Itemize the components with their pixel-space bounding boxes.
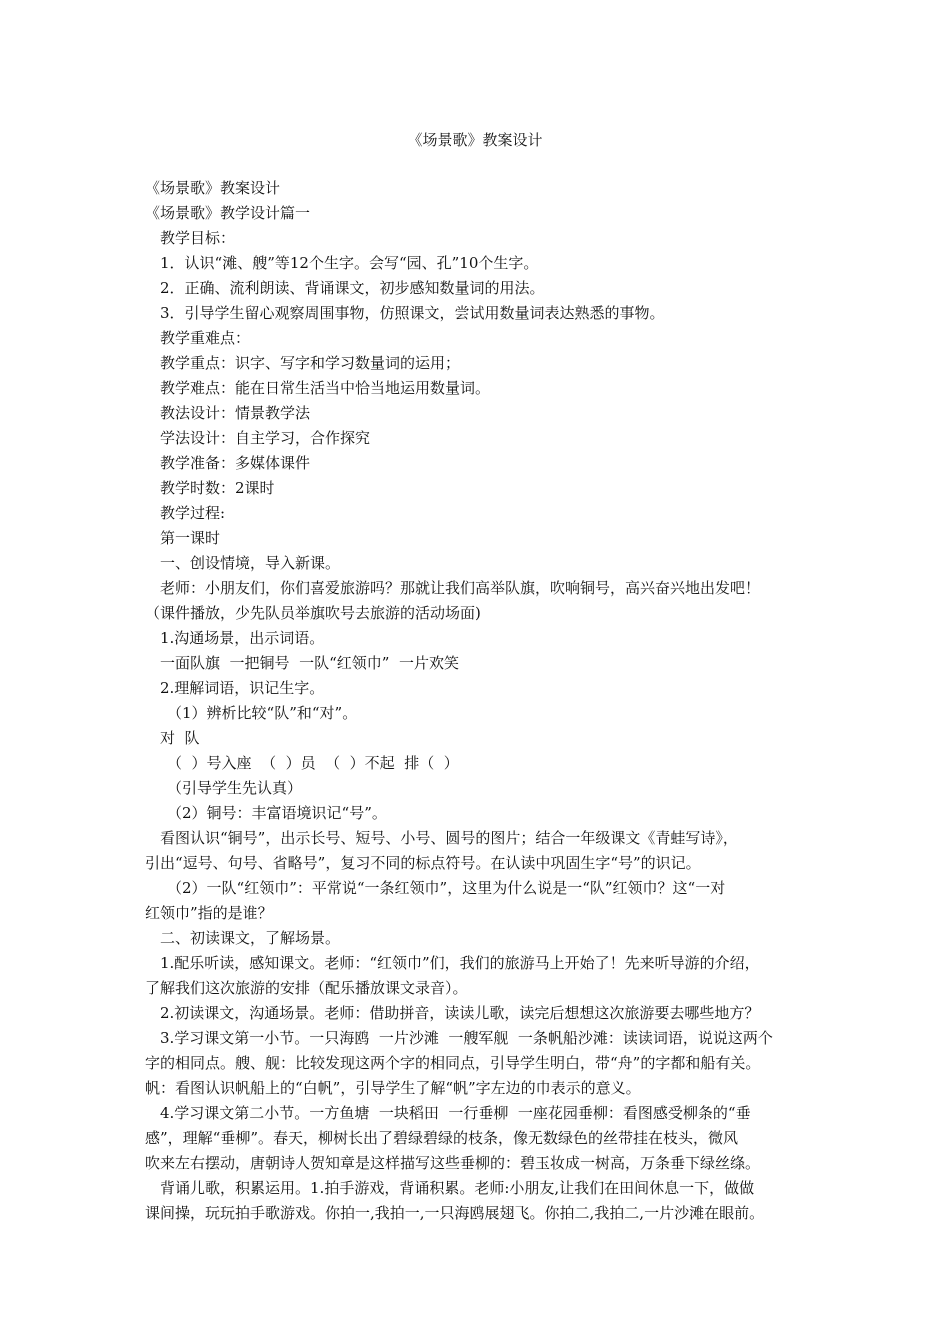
paragraph-line: 二、初读课文，了解场景。 [160, 929, 341, 947]
paragraph-line: 红领巾”指的是谁？ [145, 904, 273, 922]
paragraph-line: （1）辨析比较“队”和“对”。 [167, 704, 358, 722]
paragraph-line: 1．认识“滩、艘”等12个生字。会写“园、孔”10个生字。 [160, 254, 539, 272]
paragraph-line: 教学目标： [160, 229, 236, 247]
paragraph-line: 一面队旗 一把铜号 一队“红领巾” 一片欢笑 [160, 654, 459, 672]
paragraph-line: 字的相同点。艘、舰：比较发现这两个字的相同点，引导学生明白，带“舟”的字都和船有关。 [145, 1054, 761, 1072]
paragraph-line: 教学难点：能在日常生活当中恰当地运用数量词。 [160, 379, 491, 397]
paragraph-line: （2）一队“红领巾”：平常说“一条红领巾”，这里为什么说是一“队”红领巾？这“一对 [167, 879, 726, 897]
document-body [145, 176, 805, 1226]
paragraph-line: 看图认识“铜号”，出示长号、短号、小号、圆号的图片；结合一年级课文《青蛙写诗》， [160, 829, 738, 847]
paragraph-line: （ ）号入座 （ ）员 （ ）不起 排（ ） [167, 754, 459, 772]
paragraph-line: 课间操，玩玩拍手歌游戏。你拍一,我拍一,一只海鸥展翅飞。你拍二,我拍二,一片沙滩在眼前。 [145, 1204, 765, 1222]
paragraph-line: 1.沟通场景，出示词语。 [160, 629, 325, 647]
paragraph-line: 教学重点：识字、写字和学习数量词的运用； [160, 354, 461, 372]
paragraph-line: 帆：看图认识帆船上的“白帆”，引导学生了解“帆”字左边的巾表示的意义。 [145, 1079, 641, 1097]
paragraph-line: 教学重难点： [160, 329, 251, 347]
paragraph-line: 3.学习课文第一小节。一只海鸥 一片沙滩 一艘军舰 一条帆船沙滩：读读词语，说说这两个 [160, 1029, 773, 1047]
paragraph-line: 对 队 [160, 729, 200, 747]
paragraph-line: 了解我们这次旅游的安排（配乐播放课文录音）。 [145, 979, 468, 997]
paragraph-line: 2.理解词语，识记生字。 [160, 679, 325, 697]
page-title: 《场景歌》教案设计 [407, 131, 543, 149]
paragraph-line: 教学准备：多媒体课件 [160, 454, 311, 472]
paragraph-line: 《场景歌》教学设计篇一 [145, 204, 311, 222]
paragraph-line: 感”，理解“垂柳”。春天，柳树长出了碧绿碧绿的枝条，像无数绿色的丝带挂在枝头，微风 [145, 1129, 739, 1147]
paragraph-line: （引导学生先认真） [167, 779, 303, 797]
paragraph-line: 教法设计：情景教学法 [160, 404, 311, 422]
paragraph-line: 1.配乐听读，感知课文。老师：“红领巾”们，我们的旅游马上开始了！先来听导游的介绍， [160, 954, 760, 972]
paragraph-line: （课件播放，少先队员举旗吹号去旅游的活动场面) [145, 604, 481, 622]
paragraph-line: 学法设计：自主学习，合作探究 [160, 429, 371, 447]
paragraph-line: 背诵儿歌，积累运用。1.拍手游戏，背诵积累。老师:小朋友,让我们在田间休息一下，做做 [160, 1179, 755, 1197]
paragraph-line: 教学时数：2课时 [160, 479, 275, 497]
paragraph-line: 一、创设情境，导入新课。 [160, 554, 341, 572]
paragraph-line: 4.学习课文第二小节。一方鱼塘 一块稻田 一行垂柳 一座花园垂柳：看图感受柳条的“垂 [160, 1104, 751, 1122]
paragraph-line: 老师：小朋友们，你们喜爱旅游吗？那就让我们高举队旗，吹响铜号，高兴奋兴地出发吧！ [160, 579, 761, 597]
paragraph-line: 2.初读课文，沟通场景。老师：借助拼音，读读儿歌，读完后想想这次旅游要去哪些地方？ [160, 1004, 760, 1022]
paragraph-line: （2）铜号：丰富语境识记“号”。 [167, 804, 387, 822]
paragraph-line: 《场景歌》教案设计 [145, 179, 281, 197]
paragraph-line: 第一课时 [160, 529, 221, 547]
paragraph-line: 吹来左右摆动，唐朝诗人贺知章是这样描写这些垂柳的：碧玉妆成一树高，万条垂下绿丝绦。 [145, 1154, 761, 1172]
paragraph-line: 教学过程: [160, 504, 226, 522]
paragraph-line: 引出“逗号、句号、省略号”，复习不同的标点符号。在认读中巩固生字“号”的识记。 [145, 854, 701, 872]
paragraph-line: 2．正确、流利朗读、背诵课文，初步感知数量词的用法。 [160, 279, 545, 297]
paragraph-line: 3．引导学生留心观察周围事物，仿照课文，尝试用数量词表达熟悉的事物。 [160, 304, 665, 322]
